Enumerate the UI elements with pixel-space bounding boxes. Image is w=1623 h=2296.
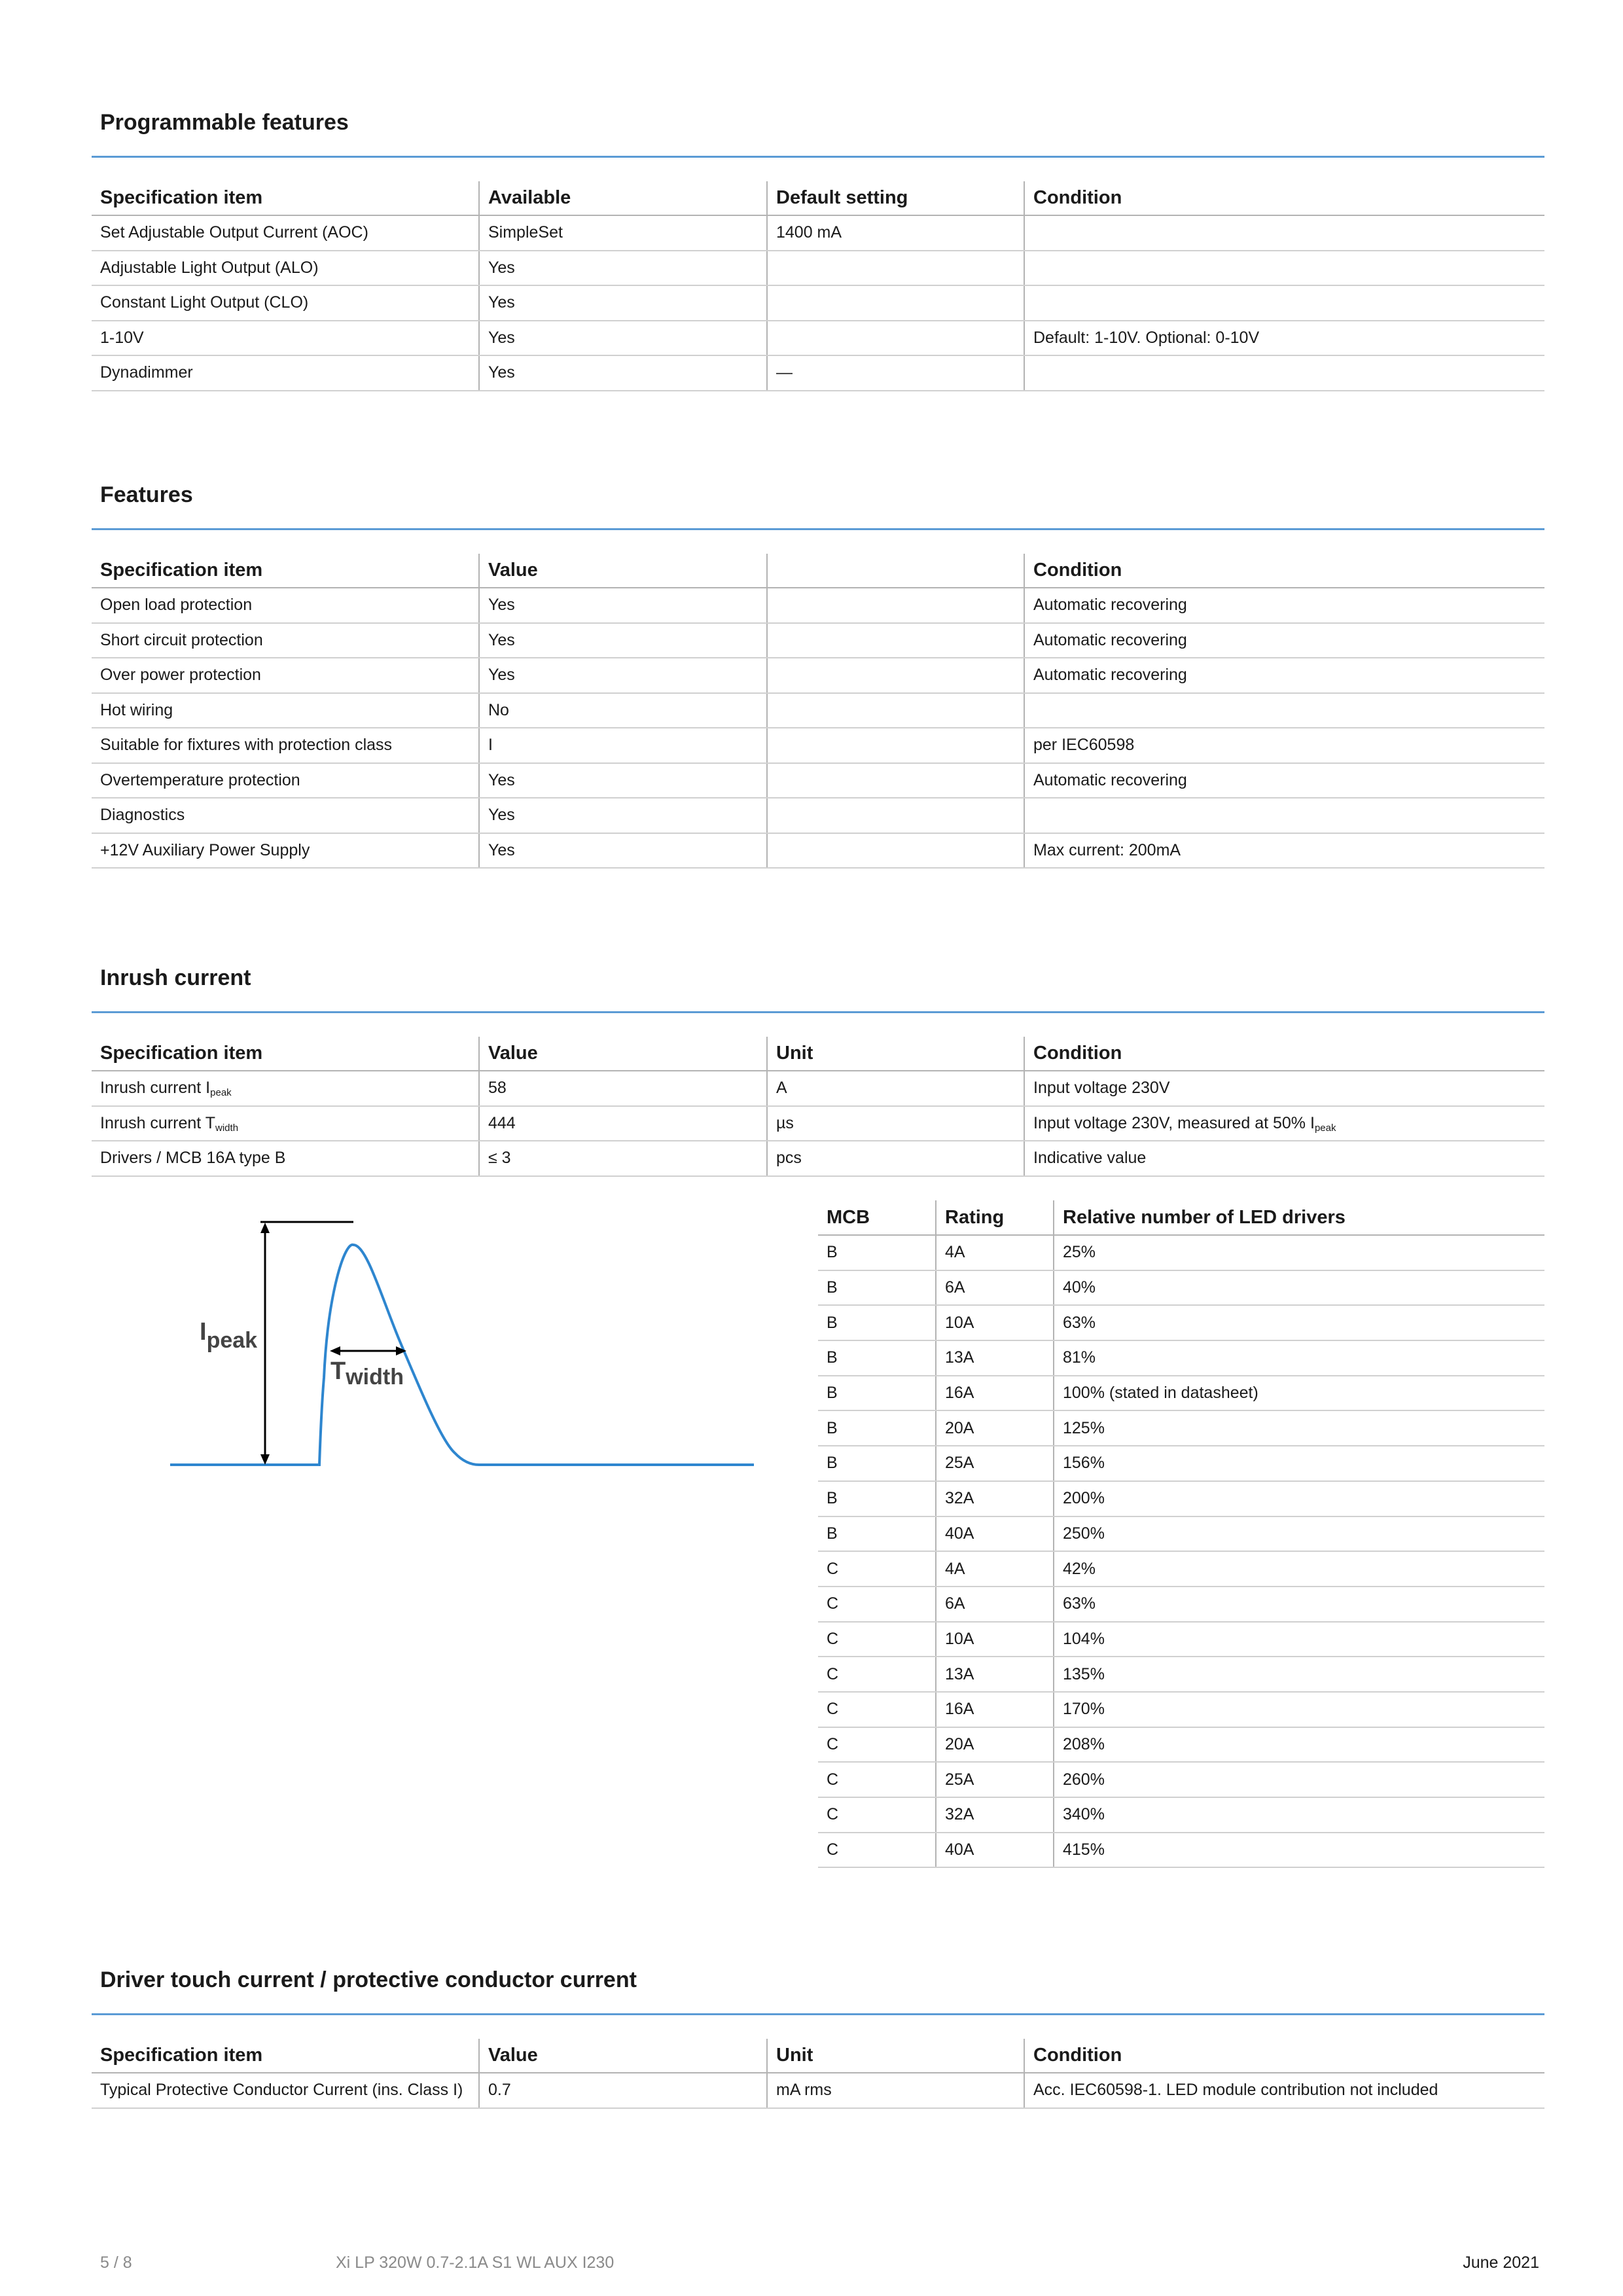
section-inrush-current (92, 961, 1544, 1177)
table-cell (1024, 1106, 1544, 1141)
table-cell: Adjustable Light Output (ALO) (92, 251, 479, 286)
column-header: Specification item (92, 181, 479, 215)
table-cell: 135% (1054, 1657, 1544, 1692)
table-cell (1024, 251, 1544, 286)
table-cell: Yes (479, 355, 767, 391)
table-cell: Acc. IEC60598-1. LED module contribution not included (1024, 2073, 1544, 2108)
table-cell (767, 798, 1024, 833)
column-header (767, 554, 1024, 588)
table-cell: C (818, 1692, 936, 1727)
table-row (818, 1376, 1544, 1411)
table-cell: Short circuit protection (92, 623, 479, 658)
column-header: Relative number of LED drivers (1054, 1200, 1544, 1235)
table-cell: 156% (1054, 1446, 1544, 1481)
table-cell (1024, 285, 1544, 321)
column-header: Specification item (92, 2039, 479, 2073)
table-cell: B (818, 1410, 936, 1446)
cell-text: Input voltage 230V (1033, 1079, 1170, 1098)
column-header: Specification item (92, 554, 479, 588)
column-header: Condition (1024, 554, 1544, 588)
table-cell: Constant Light Output (CLO) (92, 285, 479, 321)
table-row (92, 588, 1544, 623)
table-cell: Automatic recovering (1024, 763, 1544, 798)
document-date: June 2021 (1463, 2253, 1539, 2272)
table-row (92, 658, 1544, 693)
table-row (92, 623, 1544, 658)
column-header: Unit (767, 2039, 1024, 2073)
section-touch-current (92, 1964, 1544, 2109)
table-cell: Overtemperature protection (92, 763, 479, 798)
table-cell: 10A (936, 1622, 1054, 1657)
table-row (92, 1071, 1544, 1106)
table-cell: Open load protection (92, 588, 479, 623)
column-header: Condition (1024, 2039, 1544, 2073)
table-cell: B (818, 1481, 936, 1516)
table-row (92, 2073, 1544, 2108)
column-header: Unit (767, 1037, 1024, 1071)
table-row (92, 693, 1544, 728)
table-cell: C (818, 1833, 936, 1868)
table-row (818, 1692, 1544, 1727)
table-cell: Default: 1-10V. Optional: 0-10V (1024, 321, 1544, 356)
table-cell: Yes (479, 623, 767, 658)
table-cell: +12V Auxiliary Power Supply (92, 833, 479, 869)
table-cell: Automatic recovering (1024, 658, 1544, 693)
table-cell: Dynadimmer (92, 355, 479, 391)
table-cell: 415% (1054, 1833, 1544, 1868)
column-header: Value (479, 2039, 767, 2073)
table-row (818, 1516, 1544, 1552)
label-i-peak: Ipeak (200, 1318, 258, 1353)
table-row (818, 1340, 1544, 1376)
table-cell: C (818, 1797, 936, 1833)
table-cell: 42% (1054, 1551, 1544, 1587)
table-cell: 100% (stated in datasheet) (1054, 1376, 1544, 1411)
table-cell (1024, 355, 1544, 391)
section-title: Programmable features (100, 110, 349, 135)
table-row (818, 1551, 1544, 1587)
table-cell: 250% (1054, 1516, 1544, 1552)
table-cell: Automatic recovering (1024, 623, 1544, 658)
table-cell: Typical Protective Conductor Current (ins. Class I) (92, 2073, 479, 2108)
column-header: Default setting (767, 181, 1024, 215)
table-cell: Yes (479, 321, 767, 356)
table-cell: 444 (479, 1106, 767, 1141)
arrow-head-left (330, 1346, 340, 1355)
table-cell: 40% (1054, 1270, 1544, 1306)
column-header: Value (479, 1037, 767, 1071)
cell-subscript: peak (1314, 1122, 1336, 1134)
table-cell: B (818, 1305, 936, 1340)
table-header-row (92, 2039, 1544, 2073)
table-row (818, 1762, 1544, 1797)
table-cell (767, 658, 1024, 693)
table-row (92, 1106, 1544, 1141)
table-cell: Over power protection (92, 658, 479, 693)
table-row (818, 1481, 1544, 1516)
table-cell: C (818, 1762, 936, 1797)
table-cell: Yes (479, 833, 767, 869)
section-divider (92, 156, 1544, 158)
column-header: Available (479, 181, 767, 215)
table-cell: 58 (479, 1071, 767, 1106)
table-cell: 10A (936, 1305, 1054, 1340)
table-cell (1024, 215, 1544, 251)
table-cell: 13A (936, 1657, 1054, 1692)
table-cell: B (818, 1235, 936, 1270)
section-title: Features (100, 482, 193, 507)
column-header: Rating (936, 1200, 1054, 1235)
table-row (92, 251, 1544, 286)
features-table (92, 554, 1544, 869)
inrush-pulse-diagram (167, 1219, 762, 1480)
arrow-head-up (260, 1223, 270, 1233)
table-cell: 81% (1054, 1340, 1544, 1376)
table-cell (767, 728, 1024, 763)
table-cell: per IEC60598 (1024, 728, 1544, 763)
section-divider (92, 528, 1544, 530)
table-row (818, 1305, 1544, 1340)
table-cell: 340% (1054, 1797, 1544, 1833)
table-cell: 208% (1054, 1727, 1544, 1763)
table-row (818, 1235, 1544, 1270)
table-cell: Set Adjustable Output Current (AOC) (92, 215, 479, 251)
table-cell (92, 1106, 479, 1141)
table-cell: 104% (1054, 1622, 1544, 1657)
table-row (92, 798, 1544, 833)
table-cell: B (818, 1376, 936, 1411)
section-divider (92, 1011, 1544, 1013)
table-cell (767, 251, 1024, 286)
table-cell: No (479, 693, 767, 728)
table-cell: 170% (1054, 1692, 1544, 1727)
cell-subscript: peak (210, 1087, 232, 1099)
table-cell: B (818, 1270, 936, 1306)
table-cell (92, 1071, 479, 1106)
table-cell: A (767, 1071, 1024, 1106)
table-cell: B (818, 1340, 936, 1376)
table-cell: 40A (936, 1516, 1054, 1552)
table-cell: Suitable for fixtures with protection class (92, 728, 479, 763)
table-cell: 40A (936, 1833, 1054, 1868)
table-cell: 1400 mA (767, 215, 1024, 251)
touch-current-table (92, 2039, 1544, 2109)
table-cell: 25% (1054, 1235, 1544, 1270)
column-header: Specification item (92, 1037, 479, 1071)
table-cell: C (818, 1587, 936, 1622)
table-cell: 0.7 (479, 2073, 767, 2108)
column-header: Value (479, 554, 767, 588)
table-row (92, 321, 1544, 356)
table-cell (767, 588, 1024, 623)
table-cell: 20A (936, 1727, 1054, 1763)
page-number: 5 / 8 (100, 2253, 132, 2272)
table-row (92, 215, 1544, 251)
cell-text: Inrush current T (100, 1113, 216, 1132)
section-features (92, 478, 1544, 869)
table-row (92, 1141, 1544, 1176)
column-header: Condition (1024, 1037, 1544, 1071)
table-cell: Diagnostics (92, 798, 479, 833)
table-cell: 6A (936, 1270, 1054, 1306)
table-cell: Yes (479, 588, 767, 623)
table-cell: B (818, 1516, 936, 1552)
table-cell: 32A (936, 1797, 1054, 1833)
table-row (818, 1410, 1544, 1446)
cell-text: Input voltage 230V, measured at 50% I (1033, 1113, 1315, 1132)
table-row (818, 1587, 1544, 1622)
table-cell: 16A (936, 1692, 1054, 1727)
table-cell: — (767, 355, 1024, 391)
label-t-width: Twidth (330, 1357, 404, 1390)
table-cell: 25A (936, 1762, 1054, 1797)
table-cell: 25A (936, 1446, 1054, 1481)
table-cell: Yes (479, 285, 767, 321)
table-row (92, 763, 1544, 798)
cell-text: Drivers / MCB 16A type B (100, 1149, 286, 1168)
table-cell: Max current: 200mA (1024, 833, 1544, 869)
table-cell: Yes (479, 658, 767, 693)
table-row (818, 1833, 1544, 1868)
table-header-row (92, 1037, 1544, 1071)
product-name: Xi LP 320W 0.7-2.1A S1 WL AUX I230 (336, 2253, 615, 2272)
table-row (92, 833, 1544, 869)
table-row (818, 1727, 1544, 1763)
table-row (818, 1270, 1544, 1306)
section-title: Driver touch current / protective conductor current (100, 1967, 637, 1992)
table-cell: C (818, 1657, 936, 1692)
table-cell: C (818, 1622, 936, 1657)
table-row (818, 1622, 1544, 1657)
column-header: Condition (1024, 181, 1544, 215)
column-header: MCB (818, 1200, 936, 1235)
table-cell: 1-10V (92, 321, 479, 356)
table-cell: C (818, 1727, 936, 1763)
table-row (818, 1446, 1544, 1481)
table-cell: Automatic recovering (1024, 588, 1544, 623)
table-cell: SimpleSet (479, 215, 767, 251)
table-cell: 125% (1054, 1410, 1544, 1446)
table-row (818, 1797, 1544, 1833)
table-cell (92, 1141, 479, 1176)
table-cell: ≤ 3 (479, 1141, 767, 1176)
mcb-driver-count-table (818, 1200, 1544, 1868)
table-cell: 63% (1054, 1305, 1544, 1340)
table-cell: I (479, 728, 767, 763)
table-cell: 16A (936, 1376, 1054, 1411)
table-cell: 20A (936, 1410, 1054, 1446)
table-cell: Hot wiring (92, 693, 479, 728)
inrush-current-table (92, 1037, 1544, 1177)
table-cell (767, 321, 1024, 356)
table-row (92, 728, 1544, 763)
table-cell: Yes (479, 251, 767, 286)
programmable-features-table (92, 181, 1544, 391)
cell-text: Indicative value (1033, 1149, 1147, 1168)
table-row (818, 1657, 1544, 1692)
table-cell (767, 285, 1024, 321)
table-cell (1024, 798, 1544, 833)
table-cell: 200% (1054, 1481, 1544, 1516)
table-cell (767, 833, 1024, 869)
table-cell: µs (767, 1106, 1024, 1141)
table-cell (1024, 693, 1544, 728)
inrush-pulse-curve (170, 1245, 754, 1465)
table-header-row (818, 1200, 1544, 1235)
table-cell (767, 623, 1024, 658)
cell-text: Inrush current I (100, 1079, 211, 1098)
table-row (92, 285, 1544, 321)
table-cell: mA rms (767, 2073, 1024, 2108)
table-row (92, 355, 1544, 391)
table-cell (1024, 1071, 1544, 1106)
table-header-row (92, 554, 1544, 588)
table-cell: 260% (1054, 1762, 1544, 1797)
table-cell: 4A (936, 1235, 1054, 1270)
table-cell (767, 693, 1024, 728)
table-cell: 13A (936, 1340, 1054, 1376)
section-title: Inrush current (100, 965, 251, 990)
cell-subscript: width (215, 1122, 239, 1134)
table-cell: B (818, 1446, 936, 1481)
table-cell: C (818, 1551, 936, 1587)
table-cell (767, 763, 1024, 798)
table-cell: Yes (479, 763, 767, 798)
arrow-head-down (260, 1454, 270, 1465)
table-cell: pcs (767, 1141, 1024, 1176)
section-programmable-features (92, 106, 1544, 391)
table-cell: 6A (936, 1587, 1054, 1622)
table-cell: Yes (479, 798, 767, 833)
table-cell: 4A (936, 1551, 1054, 1587)
table-cell (1024, 1141, 1544, 1176)
table-header-row (92, 181, 1544, 215)
table-cell: 32A (936, 1481, 1054, 1516)
section-divider (92, 2013, 1544, 2015)
table-cell: 63% (1054, 1587, 1544, 1622)
